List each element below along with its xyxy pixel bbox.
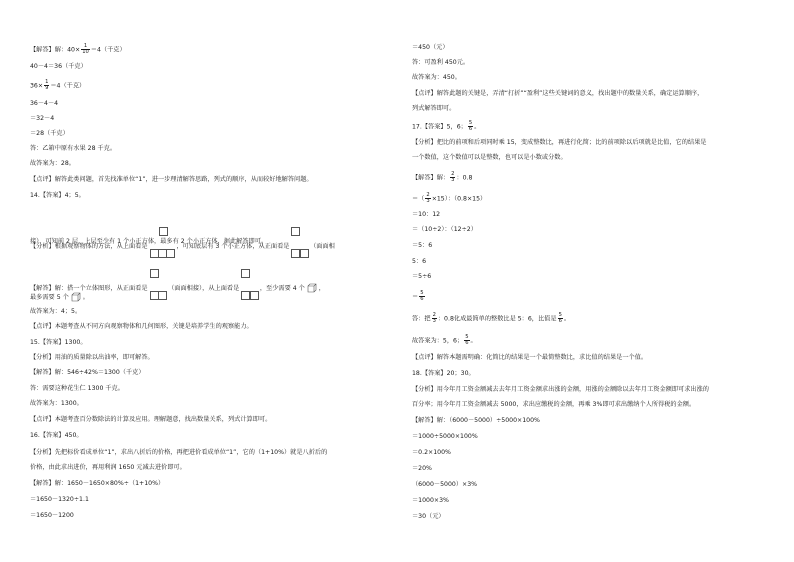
- q18-step-5: ＝1000×3%: [412, 497, 449, 504]
- denominator: 3: [432, 318, 436, 325]
- numerator: 2: [432, 312, 436, 318]
- a13-calc-line-2: 40－4＝36（千克）: [30, 63, 87, 70]
- denominator: 6: [465, 340, 469, 347]
- q15-answer: 答：需要这种花生仁 1300 千克。: [30, 385, 124, 392]
- text: ＝: [412, 293, 419, 301]
- q17-analysis-line-1: 【分析】把比的前项和后项同时乘 15，变成整数比，再进行化简；比的前项除以后项就是比值，它的结果是: [412, 139, 707, 146]
- q14-analysis-line-2: 接），可知前 2 层，上层至少有 1 个小正方体，最多有 2 个小正方体，据此解答即可。: [30, 238, 268, 245]
- q14-solution-line-2: [30, 292, 89, 302]
- q17-solution: [412, 172, 472, 183]
- q18-answer-header: 18.【答案】20；30。: [412, 370, 475, 377]
- q15-answer-header: 15.【答案】1300。: [30, 339, 87, 346]
- q16-comment-line-2: 列式解答即可。: [412, 105, 456, 112]
- q17-step-2: ＝10：12: [412, 211, 441, 218]
- fraction: [81, 44, 90, 55]
- text: 最多需要 5 个: [30, 294, 69, 301]
- q18-step-6: ＝30（元）: [412, 513, 445, 520]
- text: ：0.8: [456, 174, 473, 182]
- numerator: 2: [451, 171, 455, 177]
- q17-step-7: [412, 291, 426, 302]
- q17-analysis-line-2: 一个数值，这个数值可以是整数，也可以是小数或分数。: [412, 154, 567, 161]
- q14-analysis-line-1: [30, 214, 335, 258]
- text: ，: [318, 285, 325, 292]
- q16-step-2: ＝1650－1200: [30, 512, 74, 519]
- denominator: 6: [468, 126, 473, 133]
- fraction: [44, 80, 49, 91]
- q15-analysis: 【分析】用油的质量除以出油率，即可解答。: [30, 354, 154, 361]
- fraction: [464, 335, 469, 346]
- text: （面面相: [310, 243, 335, 250]
- q18-step-2: ＝0.2×100%: [412, 449, 451, 456]
- q15-final: 故答案为：1300。: [30, 400, 83, 407]
- a13-answer: 答：乙箱中原有水果 28 千克。: [30, 145, 117, 152]
- q15-comment: 【点评】本题考查百分数除法的计算及应用。理解题意，找出数量关系，列式计算即可。: [30, 416, 272, 423]
- denominator: 3: [426, 198, 430, 205]
- q16-step-3: ＝450（元）: [412, 44, 449, 51]
- text: 36×: [30, 82, 44, 90]
- q17-comment: 【点评】解答本题需明确：化简比的结果是一个最简整数比，求比值的结果是一个值。: [412, 354, 648, 361]
- q16-answer: 答：可盈利 450元。: [412, 59, 470, 66]
- q14-comment: 【点评】本题考查从不同方向观察物体和几何图形，关键是培养学生的观察能力。: [30, 323, 253, 330]
- q16-analysis-line-2: 价格，由此求出进价，再用利润 1650 元减去进价即可。: [30, 464, 186, 471]
- text: 。: [474, 123, 481, 131]
- numerator: 2: [426, 192, 430, 198]
- text: 答：把: [412, 315, 431, 323]
- fraction: [468, 121, 473, 132]
- right-column: [412, 0, 772, 562]
- denominator: 10: [82, 49, 89, 56]
- denominator: 6: [420, 296, 424, 303]
- fraction: [432, 313, 437, 324]
- text: ＝4（千克）: [90, 46, 126, 54]
- fraction: [419, 291, 424, 302]
- q17-final: [412, 335, 477, 346]
- a13-calc-line-5: ＝32－4: [30, 115, 55, 122]
- q16-solution: 【解答】解：1650－1650×80%÷（1+10%）: [30, 480, 165, 487]
- text: 故答案为：5，6；: [412, 337, 464, 345]
- text: 【解答】解：: [412, 174, 450, 182]
- a13-calc-line-1: [30, 44, 126, 55]
- text: ×15）：（0.8×15）: [431, 195, 487, 203]
- denominator: 6: [558, 318, 562, 325]
- a13-comment: 【点评】解答此类问题，首先找准单位“1”，进一步理清解答思路，列式的顺序，从而较好地解答问题。: [30, 176, 313, 183]
- a13-calc-line-4: 36－4－4: [30, 100, 59, 107]
- text: 。: [470, 337, 477, 345]
- q17-answer-header: [412, 121, 480, 132]
- q15-solution: 【解答】解：546÷42%＝1300（千克）: [30, 369, 145, 376]
- numerator: 5: [465, 334, 469, 340]
- text: 。: [82, 294, 89, 301]
- left-column: [30, 0, 390, 562]
- q14-final: 故答案为：4；5。: [30, 308, 82, 315]
- text: ：0.8化成最简单的整数比是 5：6，比值是: [437, 315, 557, 323]
- q17-answer: [412, 313, 570, 324]
- q18-analysis-line-1: 【分析】用今年月工资金额减去去年月工资金额求出涨的金额，用涨的金额除以去年月工资金额即可求出涨的: [412, 386, 709, 393]
- numerator: 5: [468, 120, 473, 126]
- text: 【解答】解：40×: [30, 46, 81, 54]
- q16-step-1: ＝1650－1320÷1.1: [30, 496, 89, 503]
- q17-step-4: ＝5：6: [412, 242, 433, 249]
- numerator: 1: [81, 44, 90, 50]
- q17-step-5: 5：6: [412, 258, 427, 265]
- text: 【分析】根据观察物体的方法，从上面看是: [30, 243, 148, 250]
- top-view-figure: [241, 256, 258, 300]
- numerator: 1: [45, 79, 49, 85]
- text: ＝（: [412, 195, 425, 203]
- q18-step-4: （6000－5000）×3%: [412, 481, 478, 488]
- q16-final: 故答案为：450。: [412, 74, 461, 81]
- q18-step-3: ＝20%: [412, 465, 432, 472]
- q18-solution: 【解答】解：（6000－5000）÷5000×100%: [412, 417, 540, 424]
- q16-answer-header: 16.【答案】450。: [30, 432, 83, 439]
- q16-analysis-line-1: 【分析】先把标价看成单位“1”，求出八折后的价格，再把进价看成单位“1”，它的（1+10%）就是八折后的: [30, 449, 328, 456]
- fraction: [425, 193, 430, 204]
- front-view-figure: [150, 256, 167, 300]
- q17-step-1: [412, 193, 486, 204]
- text: （面面相接），从上面看是: [168, 285, 240, 292]
- fraction: [450, 172, 455, 183]
- cube-icon: [71, 292, 81, 302]
- q17-step-3: ＝（10÷2）：（12÷2）: [412, 226, 477, 233]
- text: ，可知底层有 3 个小正方体，从正面看是: [176, 243, 290, 250]
- a13-final: 故答案为：28。: [30, 160, 75, 167]
- a13-calc-line-6: ＝28（千克）: [30, 130, 69, 137]
- text: 。: [563, 315, 571, 323]
- text: 17.【答案】5，6；: [412, 123, 467, 131]
- front-view-figure: [291, 214, 308, 258]
- q16-comment-line-1: 【点评】解答此题的关键是，弄清“打折”“盈利”这些关键词的意义，找出题中的数量关系，确定运算顺序，: [412, 90, 704, 97]
- denominator: 9: [45, 85, 49, 92]
- text: 【解答】解：搭一个立体图形，从正面看是: [30, 285, 148, 292]
- text: ，至少需要 4 个: [259, 285, 305, 292]
- cube-icon: [307, 283, 317, 293]
- fraction: [558, 313, 563, 324]
- q17-step-6: ＝5÷6: [412, 273, 432, 280]
- q18-step-1: ＝1000÷5000×100%: [412, 433, 478, 440]
- q18-analysis-line-2: 百分率；用今年月工资金额减去 5000，求出应缴税的金额，再乘 3%即可求出缴纳个人所得税的金额。: [412, 401, 696, 408]
- text: ＝4（千克）: [50, 82, 86, 90]
- numerator: 5: [420, 290, 424, 296]
- numerator: 5: [558, 312, 562, 318]
- denominator: 3: [451, 177, 455, 184]
- a13-calc-line-3: [30, 80, 85, 91]
- q14-answer-header: 14.【答案】4；5。: [30, 192, 85, 199]
- top-view-figure: [150, 214, 175, 258]
